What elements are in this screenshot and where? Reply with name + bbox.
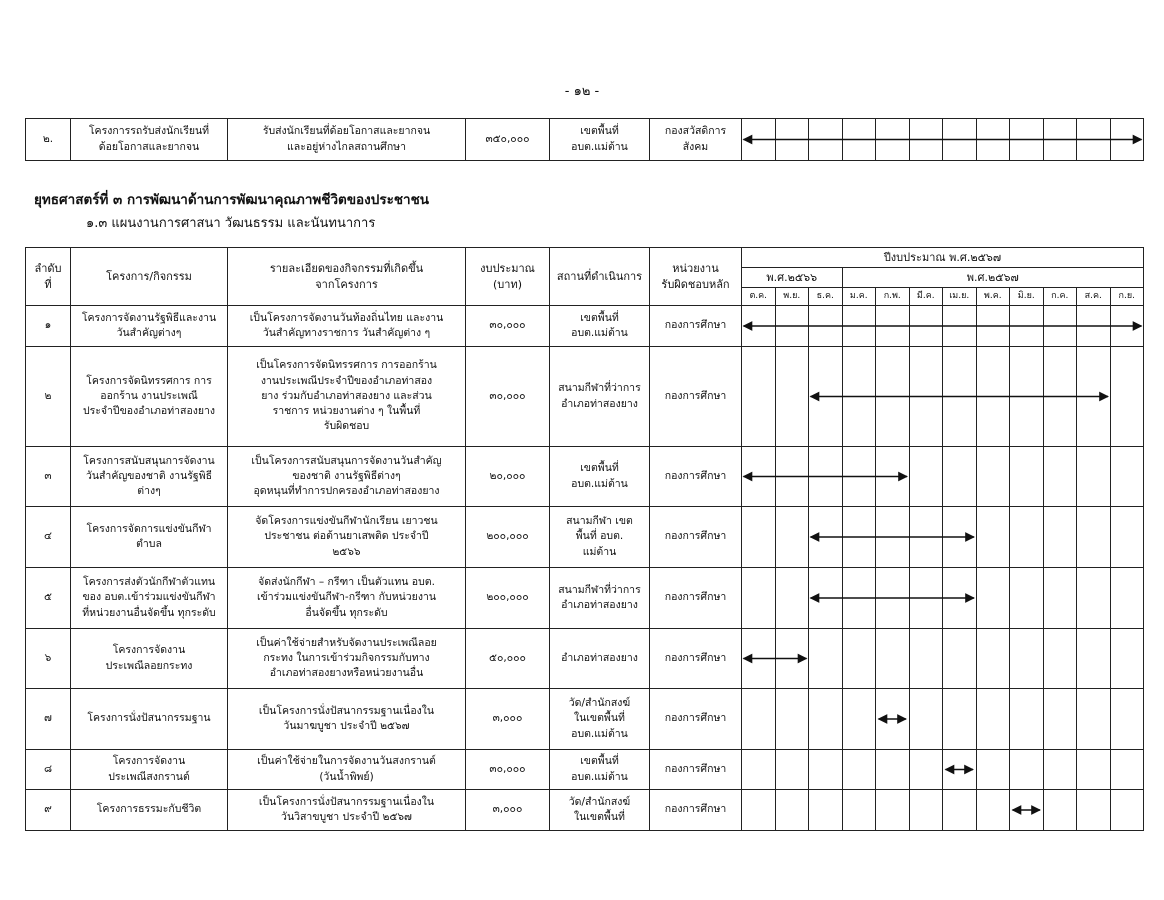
location: วัด/สำนักสงฆ์ ในเขตพื้นที่ (550, 790, 650, 831)
month-cell (775, 750, 809, 790)
project-detail: เป็นค่าใช้จ่ายในการจัดงานวันสงกรานต์ (วันน้ำพิพย์) (228, 750, 466, 790)
month-cell (1077, 119, 1111, 161)
month-cell (1043, 119, 1077, 161)
project-detail: เป็นโครงการจัดนิทรรศการ การออกร้าน งานประเพณีประจำปีของอำเภอท่าสอง ยาง ร่วมกับอำเภอท่าสองยาง และส่วน ราชการ หน่วยงานต่าง ๆ ในพื้นที่ รับผิดชอบ (228, 347, 466, 447)
month-cell (742, 689, 776, 750)
row-number: ๖ (26, 629, 71, 689)
month-cell (976, 629, 1010, 689)
budget-value: ๓,๐๐๐ (466, 790, 550, 831)
project-name: โครงการรถรับส่งนักเรียนที่ ด้อยโอกาสและยากจน (71, 119, 228, 161)
budget-value: ๓๐,๐๐๐ (466, 347, 550, 447)
month-cell (1077, 507, 1111, 568)
header-no: ลำดับ ที่ (26, 248, 71, 306)
table-row (26, 689, 1144, 750)
month-cell (1010, 447, 1044, 507)
header-budget: งบประมาณ (บาท) (466, 248, 550, 306)
project-name: โครงการจัดงาน ประเพณีลอยกระทง (71, 629, 228, 689)
month-cell (809, 568, 843, 629)
project-name: โครงการนั่งปัสนากรรมฐาน (71, 689, 228, 750)
agency: กองการศึกษา (650, 306, 742, 347)
header-detail: รายละเอียดของกิจกรรมที่เกิดขึ้น จากโครงการ (228, 248, 466, 306)
month-cell (1110, 306, 1144, 347)
month-header: มี.ค. (909, 288, 943, 306)
location: เขตพื้นที่ อบต.แม่ต้าน (550, 750, 650, 790)
month-header: ก.พ. (876, 288, 910, 306)
agency: กองการศึกษา (650, 750, 742, 790)
project-name: โครงการจัดงาน ประเพณีสงกรานต์ (71, 750, 228, 790)
month-cell (1110, 568, 1144, 629)
month-header: ม.ค. (842, 288, 876, 306)
month-header: เม.ย. (943, 288, 977, 306)
month-cell (976, 347, 1010, 447)
month-cell (976, 447, 1010, 507)
month-cell (742, 507, 776, 568)
month-cell (1010, 689, 1044, 750)
table-row (26, 507, 1144, 568)
month-cell (842, 306, 876, 347)
month-cell (1043, 629, 1077, 689)
month-cell (943, 347, 977, 447)
location: วัด/สำนักสงฆ์ ในเขตพื้นที่ อบต.แม่ต้าน (550, 689, 650, 750)
month-cell (1043, 790, 1077, 831)
month-cell (809, 306, 843, 347)
month-cell (943, 629, 977, 689)
month-cell (943, 689, 977, 750)
project-detail: รับส่งนักเรียนที่ด้อยโอกาสและยากจน และอยู่ห่างไกลสถานศึกษา (228, 119, 466, 161)
month-cell (943, 119, 977, 161)
month-cell (876, 306, 910, 347)
month-header: พ.ค. (976, 288, 1010, 306)
budget-value: ๒๐,๐๐๐ (466, 447, 550, 507)
budget-value: ๓๐,๐๐๐ (466, 750, 550, 790)
header-agency: หน่วยงาน รับผิดชอบหลัก (650, 248, 742, 306)
location: เขตพื้นที่ อบต.แม่ต้าน (550, 447, 650, 507)
month-cell (809, 790, 843, 831)
month-cell (909, 306, 943, 347)
table-row (26, 447, 1144, 507)
project-name: โครงการธรรมะกับชีวิต (71, 790, 228, 831)
header-year-2566: พ.ศ.๒๕๖๖ (742, 268, 843, 288)
project-name: โครงการสนับสนุนการจัดงาน วันสำคัญของชาติ งานรัฐพิธี ต่างๆ (71, 447, 228, 507)
month-cell (1077, 347, 1111, 447)
budget-value: ๕๐,๐๐๐ (466, 629, 550, 689)
month-cell (742, 119, 776, 161)
budget-value: ๓๐,๐๐๐ (466, 306, 550, 347)
month-cell (943, 750, 977, 790)
month-cell (876, 347, 910, 447)
month-cell (976, 119, 1010, 161)
month-cell (742, 568, 776, 629)
month-header: ธ.ค. (809, 288, 843, 306)
month-cell (742, 347, 776, 447)
month-cell (842, 507, 876, 568)
month-cell (1110, 689, 1144, 750)
budget-value: ๒๐๐,๐๐๐ (466, 568, 550, 629)
month-cell (876, 447, 910, 507)
table-row (26, 790, 1144, 831)
row-number: ๙ (26, 790, 71, 831)
month-cell (1110, 507, 1144, 568)
table-row (26, 568, 1144, 629)
month-cell (742, 629, 776, 689)
agency: กองการศึกษา (650, 447, 742, 507)
agency: กองการศึกษา (650, 629, 742, 689)
month-cell (1010, 790, 1044, 831)
month-cell (876, 507, 910, 568)
month-cell (1043, 306, 1077, 347)
month-cell (976, 750, 1010, 790)
month-cell (742, 447, 776, 507)
month-cell (976, 790, 1010, 831)
month-cell (1043, 568, 1077, 629)
month-cell (976, 507, 1010, 568)
month-header: ก.ค. (1043, 288, 1077, 306)
month-header: ส.ค. (1077, 288, 1111, 306)
row-number: ๒ (26, 347, 71, 447)
row-number: ๕ (26, 568, 71, 629)
project-detail: เป็นโครงการนั่งปัสนากรรมฐานเนื่องใน วันมาฆบูชา ประจำปี ๒๕๖๗ (228, 689, 466, 750)
project-detail: เป็นโครงการสนับสนุนการจัดงานวันสำคัญ ของชาติ งานรัฐพิธีต่างๆ อุดหนุนที่ทำการปกครองอำเภอท่าสองยาง (228, 447, 466, 507)
project-detail: เป็นโครงการนั่งปัสนากรรมฐานเนื่องใน วันวิสาขบูชา ประจำปี ๒๕๖๗ (228, 790, 466, 831)
header-location: สถานที่ดำเนินการ (550, 248, 650, 306)
agency: กองการศึกษา (650, 568, 742, 629)
month-cell (742, 750, 776, 790)
row-number: ๑ (26, 306, 71, 347)
project-name: โครงการส่งตัวนักกีฬาตัวแทน ของ อบต.เข้าร่วมแข่งขันกีฬา ที่หน่วยงานอื่นจัดขึ้น ทุกระดับ (71, 568, 228, 629)
month-cell (876, 750, 910, 790)
month-cell (809, 750, 843, 790)
month-cell (909, 750, 943, 790)
month-cell (1077, 306, 1111, 347)
budget-value: ๓๕๐,๐๐๐ (466, 119, 550, 161)
month-cell (943, 507, 977, 568)
month-cell (809, 119, 843, 161)
month-cell (842, 629, 876, 689)
project-detail: จัดโครงการแข่งขันกีฬานักเรียน เยาวชน ประชาชน ต่อต้านยาเสพติด ประจำปี ๒๕๖๖ (228, 507, 466, 568)
month-cell (1010, 568, 1044, 629)
month-cell (976, 306, 1010, 347)
month-cell (1110, 750, 1144, 790)
month-cell (842, 790, 876, 831)
month-cell (775, 447, 809, 507)
month-cell (1077, 750, 1111, 790)
month-cell (1043, 750, 1077, 790)
month-cell (1010, 750, 1044, 790)
budget-value: ๒๐๐,๐๐๐ (466, 507, 550, 568)
month-cell (1010, 306, 1044, 347)
month-cell (976, 568, 1010, 629)
month-cell (809, 629, 843, 689)
header-fiscal-year: ปีงบประมาณ พ.ศ.๒๕๖๗ (742, 248, 1144, 268)
header-project: โครงการ/กิจกรรม (71, 248, 228, 306)
page-number: - ๑๒ - (564, 84, 600, 99)
month-cell (742, 306, 776, 347)
month-cell (1077, 689, 1111, 750)
project-table (25, 247, 1144, 831)
month-cell (1110, 447, 1144, 507)
month-cell (809, 507, 843, 568)
month-cell (1077, 447, 1111, 507)
month-cell (943, 790, 977, 831)
location: สนามกีฬาที่ว่าการ อำเภอท่าสองยาง (550, 347, 650, 447)
month-cell (742, 790, 776, 831)
month-cell (809, 689, 843, 750)
month-cell (775, 629, 809, 689)
month-cell (876, 119, 910, 161)
month-cell (809, 447, 843, 507)
location: สนามกีฬาที่ว่าการ อำเภอท่าสองยาง (550, 568, 650, 629)
table-row (26, 629, 1144, 689)
project-detail: เป็นโครงการจัดงานวันท้องถิ่นไทย และงาน วันสำคัญทางราชการ วันสำคัญต่าง ๆ (228, 306, 466, 347)
month-cell (1077, 790, 1111, 831)
project-detail: จัดส่งนักกีฬา – กรีฑา เป็นตัวแทน อบต. เข้าร่วมแข่งขันกีฬา-กรีฑา กับหน่วยงาน อื่นจัดขึ้น ทุกระดับ (228, 568, 466, 629)
location: เขตพื้นที่ อบต.แม่ต้าน (550, 306, 650, 347)
month-cell (842, 347, 876, 447)
month-cell (976, 689, 1010, 750)
month-cell (1110, 790, 1144, 831)
project-detail: เป็นค่าใช้จ่ายสำหรับจัดงานประเพณีลอย กระทง ในการเข้าร่วมกิจกรรมกับทาง อำเภอท่าสองยางหรือหน่วยงานอื่น (228, 629, 466, 689)
month-cell (842, 689, 876, 750)
month-cell (1043, 347, 1077, 447)
row-number: ๔ (26, 507, 71, 568)
month-cell (1043, 447, 1077, 507)
month-cell (775, 347, 809, 447)
month-cell (809, 347, 843, 447)
month-cell (943, 568, 977, 629)
row-number: ๗ (26, 689, 71, 750)
month-cell (1010, 507, 1044, 568)
continued-table (25, 118, 1144, 161)
month-cell (842, 447, 876, 507)
table-row (26, 347, 1144, 447)
table-row (26, 750, 1144, 790)
agency: กองการศึกษา (650, 689, 742, 750)
row-number: ๒. (26, 119, 71, 161)
agency: กองสวัสดิการ สังคม (650, 119, 742, 161)
month-cell (909, 568, 943, 629)
month-cell (876, 790, 910, 831)
row-number: ๘ (26, 750, 71, 790)
month-cell (775, 568, 809, 629)
month-cell (909, 689, 943, 750)
month-cell (876, 629, 910, 689)
month-cell (842, 750, 876, 790)
header-year-2567: พ.ศ.๒๕๖๗ (842, 268, 1144, 288)
project-name: โครงการจัดการแข่งขันกีฬา ตำบล (71, 507, 228, 568)
agency: กองการศึกษา (650, 507, 742, 568)
month-cell (1043, 507, 1077, 568)
month-cell (909, 447, 943, 507)
month-cell (876, 568, 910, 629)
month-cell (1077, 568, 1111, 629)
month-cell (1077, 629, 1111, 689)
month-cell (1010, 629, 1044, 689)
month-cell (842, 119, 876, 161)
month-cell (876, 689, 910, 750)
month-cell (943, 306, 977, 347)
month-cell (775, 790, 809, 831)
month-cell (1110, 347, 1144, 447)
agency: กองการศึกษา (650, 790, 742, 831)
project-name: โครงการจัดงานรัฐพิธีและงาน วันสำคัญต่างๆ (71, 306, 228, 347)
strategy-title: ยุทธศาสตร์ที่ ๓ การพัฒนาด้านการพัฒนาคุณภาพชีวิตของประชาชน (34, 192, 429, 208)
month-cell (909, 347, 943, 447)
month-cell (775, 689, 809, 750)
month-cell (1010, 347, 1044, 447)
month-cell (909, 119, 943, 161)
month-cell (842, 568, 876, 629)
row-number: ๓ (26, 447, 71, 507)
month-cell (1043, 689, 1077, 750)
month-cell (1110, 119, 1144, 161)
month-cell (1010, 119, 1044, 161)
month-cell (943, 447, 977, 507)
month-header: พ.ย. (775, 288, 809, 306)
project-name: โครงการจัดนิทรรศการ การ ออกร้าน งานประเพณี ประจำปีของอำเภอท่าสองยาง (71, 347, 228, 447)
month-header: มิ.ย. (1010, 288, 1044, 306)
table-row (26, 306, 1144, 347)
agency: กองการศึกษา (650, 347, 742, 447)
month-cell (1110, 629, 1144, 689)
month-cell (775, 306, 809, 347)
budget-value: ๓,๐๐๐ (466, 689, 550, 750)
location: เขตพื้นที่ อบต.แม่ต้าน (550, 119, 650, 161)
table-row (26, 119, 1144, 161)
plan-title: ๑.๓ แผนงานการศาสนา วัฒนธรรม และนันทนาการ (86, 216, 376, 231)
month-cell (909, 790, 943, 831)
location: สนามกีฬา เขต พื้นที่ อบต. แม่ต้าน (550, 507, 650, 568)
location: อำเภอท่าสองยาง (550, 629, 650, 689)
month-header: ต.ค. (742, 288, 776, 306)
month-cell (775, 507, 809, 568)
month-header: ก.ย. (1110, 288, 1144, 306)
month-cell (909, 629, 943, 689)
month-cell (909, 507, 943, 568)
month-cell (775, 119, 809, 161)
